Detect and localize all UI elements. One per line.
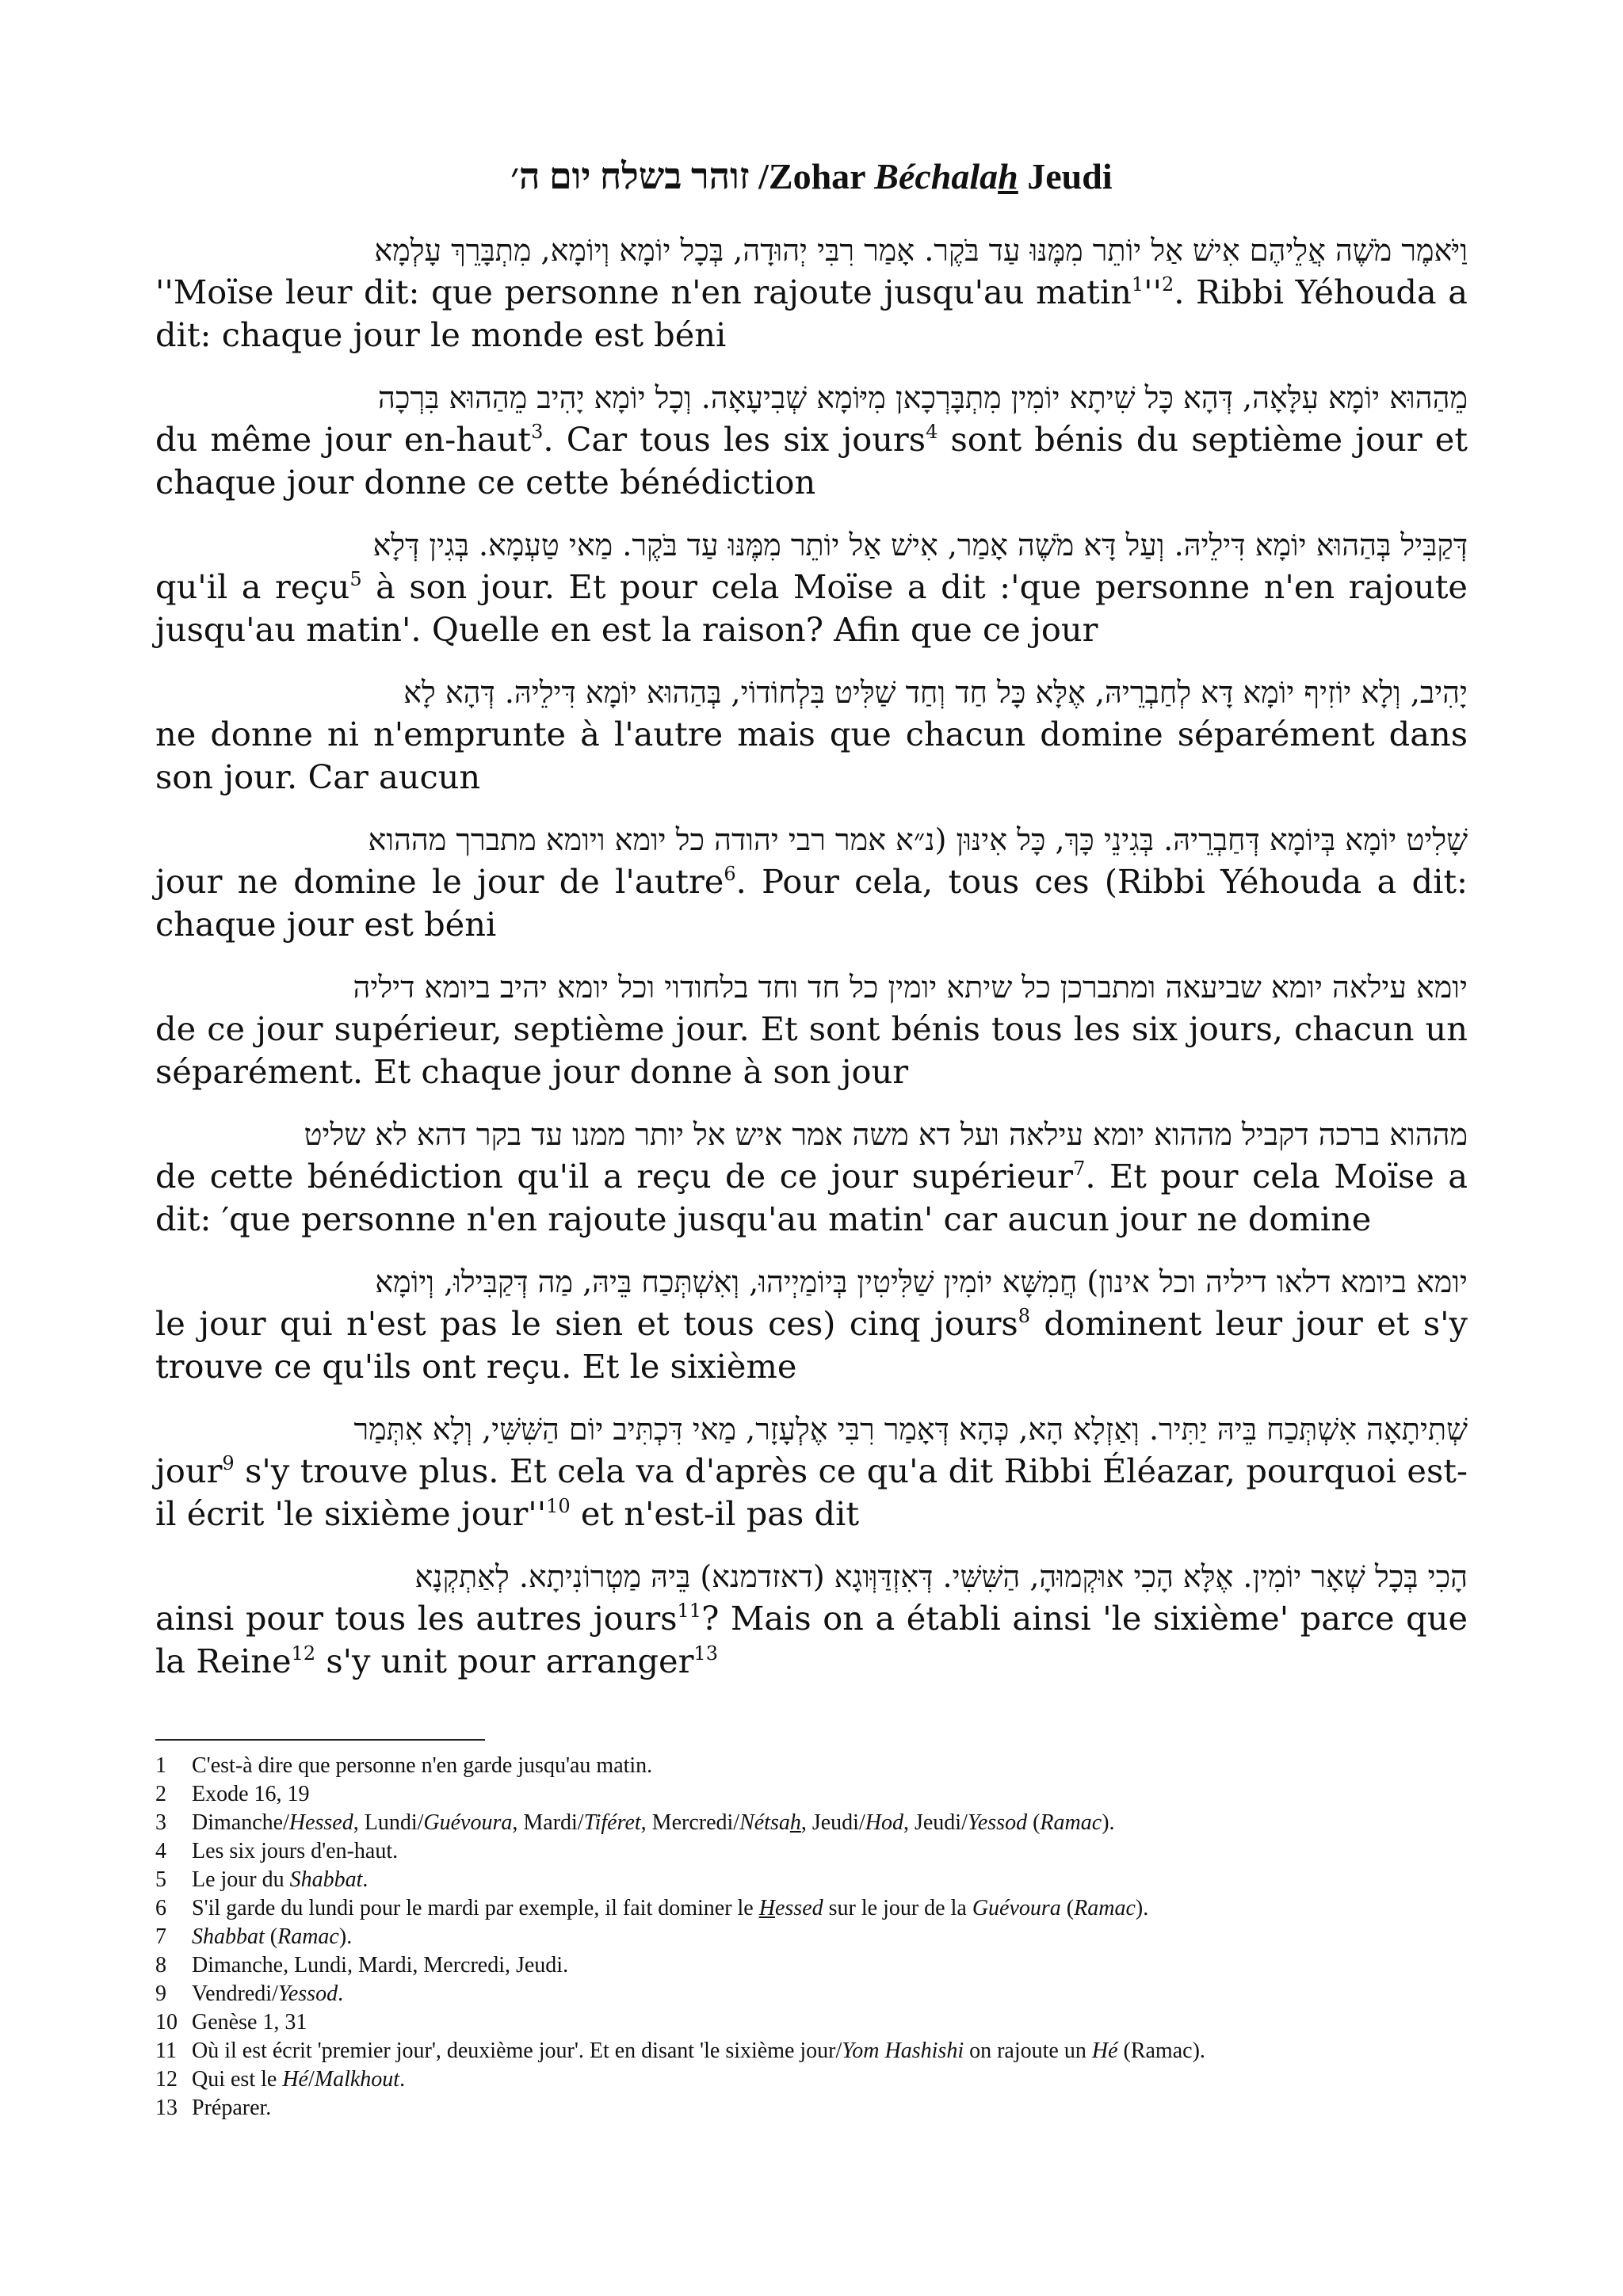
footnote-text: Les six jours d'en-haut.: [192, 1839, 399, 1863]
footnote-text: Où il est écrit 'premier jour', deuxième jour'. Et en disant 'le sixième jour/: [192, 2039, 842, 2063]
footnote: [155, 1866, 1503, 1894]
footnote: [155, 1809, 1503, 1837]
footnote-ref: 8: [1018, 1305, 1031, 1327]
footnote-ref: 9: [222, 1452, 235, 1474]
footnote-text: [192, 1866, 368, 1894]
passage-block: [155, 1556, 1468, 1683]
footnote: [155, 2065, 1503, 2094]
footnote-text: Dimanche/: [192, 1810, 289, 1835]
footnote-text: , Jeudi/: [903, 1810, 968, 1835]
footnote-text: , Mercredi/: [640, 1810, 740, 1835]
footnote-ref: 3: [531, 421, 544, 443]
footnote-italic: Ramac: [1040, 1810, 1102, 1835]
french-translation: [155, 418, 1468, 504]
footnote-text: [192, 1752, 652, 1780]
footnote-text: [192, 1837, 398, 1866]
footnote-text: /: [307, 2067, 315, 2092]
footnote-text: ).: [1102, 1810, 1115, 1835]
footnote-italic-underline: h: [789, 1810, 801, 1835]
hebrew-line: מֵהַהוּא יוֹמָא עִלָּאָה, דְּהָא כָּל שִׁיתָא יוֹמִין מִתְבָּרְכָאן מִיּוֹמָא שְׁבִיעָאָה. וְכָל יוֹמָא יָהִיב מֵהַהוּא בִּרְכָה: [378, 380, 1468, 415]
footnote-italic-underline: H: [758, 1896, 775, 1920]
footnote-text: Qui est le: [192, 2067, 283, 2092]
translation-text: . Pour cela, tous ces (Ribbi Yéhouda a dit: chaque jour est béni: [155, 862, 1468, 944]
translation-text: '': [1144, 273, 1162, 311]
french-translation: [155, 1302, 1468, 1388]
footnote-italic: Hé: [1091, 2039, 1118, 2063]
french-translation: [155, 713, 1468, 799]
footnote-number: 2: [155, 1782, 166, 1806]
hebrew-line: יומא ביומא דלאו דיליה וכל אינון) חֲמִשָּׁא יוֹמִין שַׁלִּיטִין בְּיוֹמַיְיהוּ, וְאִשְׁתְּכַח בֵּיהּ, מַה דְּקַבִּילוּ, וְיוֹמָא: [375, 1264, 1468, 1299]
hebrew-line: וַיֹּאמֶר מֹשֶׁה אֲלֵיהֶם אִישׁ אַל יוֹתֵר מִמֶּנּוּ עַד בֹּקֶר. אָמַר רִבִּי יְהוּדָה, בְּכָל יוֹמָא וְיוֹמָא, מִתְבָּרֵךְ עָלְמָא: [374, 233, 1468, 268]
footnote-italic: Guévoura: [972, 1896, 1061, 1920]
translation-text: qu'il a reçu: [155, 567, 350, 606]
footnote-italic: Yom Hashishi: [842, 2039, 964, 2063]
hebrew-line: יומא עילאה יומא שביעאה ומתברכן כל שיתא יומין כל חד וחד בלחודוי וכל יומא יהיב ביומא דיליה: [353, 970, 1468, 1005]
footnote-text: , Lundi/: [353, 1810, 424, 1835]
translation-text: du même jour en-haut: [155, 420, 532, 459]
footnote: [155, 2008, 1503, 2037]
title-zohar: Zohar: [768, 156, 865, 196]
translation-text: sont bénis du septième jour et chaque jour donne ce cette bénédiction: [155, 420, 1468, 502]
footnote: [155, 1923, 1503, 1951]
footnote-text: [192, 2094, 271, 2122]
footnote-rule: [155, 1739, 485, 1741]
passage-block: [155, 819, 1468, 946]
footnote-text: .: [362, 1867, 369, 1892]
footnote-text: [192, 1923, 352, 1951]
passage-block: [155, 967, 1468, 1093]
footnote-text: sur le jour de la: [823, 1896, 972, 1920]
title-parasha: Béchalah: [874, 156, 1018, 196]
footnote-ref: 4: [926, 421, 938, 443]
french-translation: [155, 271, 1468, 357]
hebrew-line: שָׁלִיט יוֹמָא בְּיוֹמָא דְּחַבְרֵיהּ. בְּגִינֵי כָּךְ, כָּל אִינּוּן (נ״א אמר רבי יהודה כל יומא ויומא מתברך מההוא: [368, 822, 1468, 857]
footnote-ref: 7: [1073, 1158, 1086, 1180]
translation-text: . Ribbi Yéhouda a dit: chaque jour le monde est béni: [155, 273, 1468, 354]
french-translation: [155, 566, 1468, 651]
footnote: [155, 2094, 1503, 2122]
translation-text: s'y trouve plus. Et cela va d'après ce qu'a dit Ribbi Éléazar, pourquoi est-il écrit 'le sixième jour'': [155, 1451, 1468, 1533]
footnote-text: ).: [338, 1924, 353, 1949]
french-translation: [155, 1155, 1468, 1241]
footnote: [155, 1837, 1503, 1866]
footnote-italic: Tiféret: [583, 1810, 641, 1835]
passage-block: [155, 672, 1468, 799]
footnote: [155, 1894, 1503, 1923]
footnote-italic: Yessod: [277, 1981, 338, 2006]
footnote-italic: Shabbat: [289, 1867, 363, 1892]
footnote-italic: Yessod: [967, 1810, 1028, 1835]
footnote-text: , Mardi/: [512, 1810, 584, 1835]
translation-text: à son jour. Et pour cela Moïse a dit :'que personne n'en rajoute jusqu'au matin'. Quelle en est la raison? Afin que ce jour: [155, 567, 1468, 649]
hebrew-line: שְׁתִיתָאָה אִשְׁתְּכַח בֵּיהּ יַתִּיר. וְאַזְלָא הָא, כְּהָא דְּאָמַר רִבִּי אֶלְעָזָר, מַאי דִּכְתִּיב יוֹם הַשִּׁשִּׁי, וְלָא אִתְּמַר: [353, 1412, 1468, 1447]
translation-text: jour: [155, 1451, 223, 1490]
french-translation: [155, 1597, 1468, 1683]
footnote-ref: 6: [724, 863, 736, 885]
footnote-italic: Hessed: [288, 1810, 353, 1835]
footnote-text: [192, 2037, 1205, 2065]
footnote-text: Préparer.: [192, 2096, 272, 2120]
translation-text: ainsi pour tous les autres jours: [155, 1599, 678, 1638]
footnote: [155, 1980, 1503, 2008]
translation-text: . Et pour cela Moïse a dit: ′que personne n'en rajoute jusqu'au matin' car aucun jour ne domine: [155, 1157, 1468, 1238]
footnote-text: (: [1060, 1896, 1075, 1920]
translation-text: jour ne domine le jour de l'autre: [155, 862, 724, 901]
footnote-italic: Ramac: [277, 1924, 339, 1949]
footnote-text: (: [1027, 1810, 1041, 1835]
footnote-ref: 12: [291, 1642, 316, 1665]
title-hebrew: זוהר בשלח יום ה׳: [510, 156, 750, 196]
footnote-italic: Hé: [282, 2067, 308, 2092]
translation-text: ne donne ni n'emprunte à l'autre mais que chacun domine séparément dans son jour. Car aucun: [155, 715, 1468, 796]
title-separator: /: [758, 156, 769, 196]
translation-text: et n'est-il pas dit: [570, 1494, 860, 1533]
footnote-number: 11: [155, 2039, 177, 2063]
hebrew-line: הָכִי בְּכָל שְׁאָר יוֹמִין. אֶלָּא הָכִי אוּקְמוּהָ, הַשִּׁשִּׁי. דְּאִזְדַּוְּוגָא (דאזדמנא) בֵּיהּ מַטְרוֹנִיתָא. לְאַתְקְנָא: [414, 1559, 1468, 1594]
footnote-text: [192, 1809, 1115, 1837]
footnote-text: ).: [1135, 1896, 1149, 1920]
footnote-text: Genèse 1, 31: [192, 2010, 307, 2035]
translation-text: ''Moïse leur dit: que personne n'en rajoute jusqu'au matin: [155, 273, 1132, 311]
footnote: [155, 1780, 1503, 1809]
translation-text: s'y unit pour arranger: [315, 1642, 694, 1680]
hebrew-line: דְּקַבִּיל בְּהַהוּא יוֹמָא דִּילֵיהּ. וְעַל דָּא מֹשֶׁה אָמַר, אִישׁ אַל יוֹתֵר מִמֶּנּוּ עַד בֹּקֶר. מַאי טַעְמָא. בְּגִין דְּלָא: [372, 528, 1468, 563]
footnote-text: , Jeudi/: [800, 1810, 865, 1835]
footnote-text: [192, 2008, 307, 2037]
footnote-text: C'est-à dire que personne n'en garde jusqu'au matin.: [192, 1753, 653, 1778]
footnote-number: 10: [155, 2010, 178, 2035]
footnote-text: Exode 16, 19: [192, 1782, 310, 1806]
page-title: [0, 155, 1623, 197]
footnote-text: [192, 2065, 405, 2094]
footnote-number: 3: [155, 1810, 166, 1835]
footnote-italic: Hod: [865, 1810, 903, 1835]
footnote-number: 4: [155, 1839, 166, 1863]
footnote-text: [192, 1951, 568, 1980]
footnote-text: S'il garde du lundi pour le mardi par exemple, il fait dominer le: [192, 1896, 759, 1920]
hebrew-line: יָהִיב, וְלָא יוֹזִיף יוֹמָא דָּא לְחַבְרֵיהּ, אֶלָּא כָּל חַד וְחַד שַׁלִּיט בִּלְחוֹדוֹי, בְּהַהוּא יוֹמָא דִּילֵיהּ. דְּהָא לָא: [403, 675, 1468, 710]
footnote-italic: essed: [774, 1896, 823, 1920]
footnote-text: [192, 1780, 310, 1809]
footnote-number: 9: [155, 1981, 166, 2006]
footnote-text: on rajoute un: [964, 2039, 1092, 2063]
footnote: [155, 2037, 1503, 2065]
footnote-number: 12: [155, 2067, 178, 2092]
translation-text: de ce jour supérieur, septième jour. Et sont bénis tous les six jours, chacun un séparément. Et chaque jour donne à son jour: [155, 1009, 1468, 1091]
passage-block: [155, 1261, 1468, 1388]
footnote-ref: 5: [349, 568, 362, 590]
footnote-italic: Nétsa: [739, 1810, 790, 1835]
footnotes: [155, 1739, 1503, 2122]
footnote-ref: 2: [1161, 273, 1174, 296]
translation-text: ? Mais on a établi ainsi 'le sixième' parce que la Reine: [155, 1599, 1468, 1680]
passage-block: [155, 230, 1468, 357]
footnote-number: 13: [155, 2096, 178, 2120]
footnote-number: 5: [155, 1867, 166, 1892]
footnote-text: (: [264, 1924, 278, 1949]
passage-block: [155, 1409, 1468, 1535]
footnote-italic: Shabbat: [192, 1924, 265, 1949]
footnote-text: Dimanche, Lundi, Mardi, Mercredi, Jeudi.: [192, 1953, 569, 1978]
footnote-ref: 10: [546, 1495, 571, 1517]
title-day: Jeudi: [1027, 156, 1113, 196]
footnote-text: .: [338, 1981, 344, 2006]
french-translation: [155, 1450, 1468, 1535]
footnote-number: 8: [155, 1953, 166, 1978]
footnote-text: Vendredi/: [192, 1981, 278, 2006]
footnote-number: 1: [155, 1753, 166, 1778]
passage-block: [155, 1114, 1468, 1241]
footnote: [155, 1752, 1503, 1780]
translation-text: de cette bénédiction qu'il a reçu de ce jour supérieur: [155, 1157, 1074, 1196]
footnote-text: [192, 1894, 1148, 1923]
translation-text: . Car tous les six jours: [543, 420, 926, 459]
main-text: [155, 230, 1468, 1703]
passage-block: [155, 524, 1468, 651]
passage-block: [155, 377, 1468, 504]
footnote-italic: Malkhout: [314, 2067, 400, 2092]
footnote-italic: Ramac: [1074, 1896, 1136, 1920]
hebrew-line: מההוא ברכה דקביל מההוא יומא עילאה ועל דא משה אמר איש אל יותר ממנו עד בקר דהא לא שליט: [304, 1117, 1468, 1152]
footnote-text: (Ramac).: [1117, 2039, 1205, 2063]
french-translation: [155, 1008, 1468, 1093]
footnote-number: 7: [155, 1924, 166, 1949]
translation-text: dominent leur jour et s'y trouve ce qu'ils ont reçu. Et le sixième: [155, 1304, 1468, 1386]
footnote-text: .: [399, 2067, 406, 2092]
footnote-text: Le jour du: [192, 1867, 290, 1892]
footnote-number: 6: [155, 1896, 166, 1920]
footnote-ref: 1: [1131, 273, 1144, 296]
footnote-ref: 11: [677, 1600, 702, 1622]
footnote: [155, 1951, 1503, 1980]
footnote-ref: 13: [693, 1642, 718, 1665]
footnote-italic: Guévoura: [423, 1810, 513, 1835]
translation-text: le jour qui n'est pas le sien et tous ces) cinq jours: [155, 1304, 1018, 1343]
footnote-list: [155, 1752, 1503, 2122]
french-translation: [155, 860, 1468, 946]
footnote-text: [192, 1980, 343, 2008]
